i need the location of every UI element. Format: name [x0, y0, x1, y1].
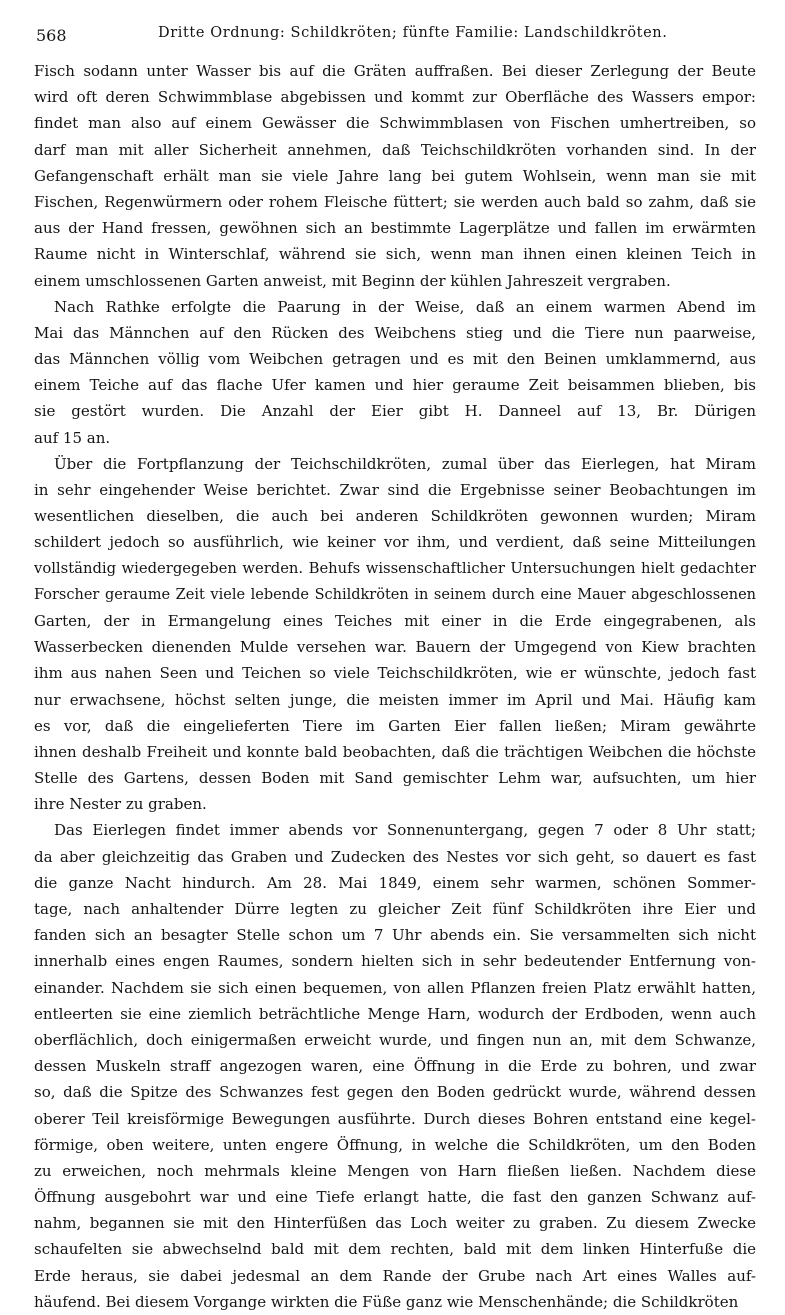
page-number: 568 [36, 26, 67, 45]
text-line: dessen Muskeln straff angezogen waren, eine Öffnung in die Erde zu bohren, und zwar [34, 1057, 756, 1076]
text-line: entleerten sie eine ziemlich beträchtliche Menge Harn, wodurch der Erdboden, wenn auch [34, 1004, 756, 1023]
text-line: Raume nicht in Winterschlaf, während sie sich, wenn man ihnen einen kleinen Teich in [34, 245, 756, 264]
text-line: Das Eierlegen findet immer abends vor Sonnenuntergang, gegen 7 oder 8 Uhr statt; [54, 821, 756, 840]
text-line: findet man also auf einem Gewässer die Schwimmblasen von Fischen umhertreiben, so [34, 114, 756, 133]
text-line: in sehr eingehender Weise berichtet. Zwar sind die Ergebnisse seiner Beobachtungen im [34, 481, 756, 499]
paragraph [34, 58, 756, 294]
text-line: schaufelten sie abwechselnd bald mit dem rechten, bald mit dem linken Hinterfuße die [34, 1240, 756, 1259]
text-line: da aber gleichzeitig das Graben und Zudecken des Nestes vor sich geht, so dauert es fast [34, 847, 756, 866]
text-line: die ganze Nacht hindurch. Am 28. Mai 1849, einem sehr warmen, schönen Sommer- [34, 873, 756, 892]
text-line: einem umschlossenen Garten anweist, mit Beginn der kühlen Jahreszeit vergraben. [34, 271, 671, 290]
text-line: vollständig wiedergegeben werden. Behufs wissenschaftlicher Untersuchungen hielt gedachter [34, 559, 756, 577]
text-line: innerhalb eines engen Raumes, sondern hielten sich in sehr bedeutender Entfernung von- [34, 952, 756, 971]
body-text [34, 58, 756, 1315]
text-line: förmige, oben weitere, unten engere Öffnung, in welche die Schildkröten, um den Boden [34, 1135, 756, 1154]
text-line: das Männchen völlig vom Weibchen getragen und es mit den Beinen umklammernd, aus [34, 350, 756, 369]
text-line: oberflächlich, doch einigermaßen erweicht wurde, und fingen nun an, mit dem Schwanze, [34, 1030, 756, 1049]
paragraph [34, 817, 756, 1315]
text-line: wird oft deren Schwimmblase abgebissen und kommt zur Oberfläche des Wassers empor: [34, 88, 756, 107]
text-line: sie gestört wurden. Die Anzahl der Eier gibt H. Danneel auf 13, Br. Dürigen [34, 402, 756, 421]
text-line: häufend. Bei diesem Vorgange wirkten die Füße ganz wie Menschenhände; die Schildkröten [34, 1292, 739, 1311]
text-line: Garten, der in Ermangelung eines Teiches mit einer in die Erde eingegrabenen, als [34, 611, 756, 630]
text-line: Erde heraus, sie dabei jedesmal an dem Rande der Grube nach Art eines Walles auf- [34, 1266, 756, 1285]
text-line: Über die Fortpflanzung der Teichschildkröten, zumal über das Eierlegen, hat Miram [54, 454, 756, 473]
text-line: Gefangenschaft erhält man sie viele Jahre lang bei gutem Wohlsein, wenn man sie mit [34, 166, 756, 185]
text-line: Stelle des Gartens, dessen Boden mit Sand gemischter Lehm war, aufsuchten, um hier [34, 769, 756, 788]
text-line: wesentlichen dieselben, die auch bei anderen Schildkröten gewonnen wurden; Miram [34, 507, 756, 526]
text-line: oberer Teil kreisförmige Bewegungen ausführte. Durch dieses Bohren entstand eine kegel- [34, 1109, 756, 1128]
text-line: darf man mit aller Sicherheit annehmen, daß Teichschildkröten vorhanden sind. In der [34, 140, 756, 159]
text-line: ihm aus nahen Seen und Teichen so viele Teichschildkröten, wie er wünschte, jedoch fast [34, 664, 756, 683]
paragraph [34, 294, 756, 451]
text-line: fanden sich an besagter Stelle schon um 7 Uhr abends ein. Sie versammelten sich nicht [34, 926, 756, 945]
text-line: es vor, daß die eingelieferten Tiere im Garten Eier fallen ließen; Miram gewährte [34, 716, 756, 735]
text-line: nahm, begannen sie mit den Hinterfüßen das Loch weiter zu graben. Zu diesem Zwecke [34, 1214, 756, 1233]
text-line: schildert jedoch so ausführlich, wie keiner vor ihm, und verdient, daß seine Mitteilungen [34, 533, 756, 552]
text-line: Forscher geraume Zeit viele lebende Schildkröten in seinem durch eine Mauer abgeschlossenen [34, 586, 756, 603]
text-line: Mai das Männchen auf den Rücken des Weibchens stieg und die Tiere nun paarweise, [34, 323, 756, 342]
text-line: Fischen, Regenwürmern oder rohem Fleische füttert; sie werden auch bald so zahm, daß sie [34, 192, 756, 211]
text-line: Fisch sodann unter Wasser bis auf die Gräten auffraßen. Bei dieser Zerlegung der Beute [34, 62, 756, 80]
page-header [34, 20, 756, 50]
text-line: zu erweichen, noch mehrmals kleine Mengen von Harn fließen ließen. Nachdem diese [34, 1161, 756, 1180]
book-page [34, 20, 756, 1315]
text-line: Nach Rathke erfolgte die Paarung in der Weise, daß an einem warmen Abend im [54, 297, 756, 316]
text-line: ihre Nester zu graben. [34, 795, 207, 814]
text-line: auf 15 an. [34, 428, 111, 447]
text-line: einem Teiche auf das flache Ufer kamen und hier geraume Zeit beisammen blieben, bis [34, 376, 756, 395]
text-line: ihnen deshalb Freiheit und konnte bald beobachten, daß die trächtigen Weibchen die höchste [34, 742, 756, 761]
text-line: Öffnung ausgebohrt war und eine Tiefe erlangt hatte, die fast den ganzen Schwanz auf- [34, 1188, 756, 1207]
paragraph [34, 451, 756, 818]
running-head: Dritte Ordnung: Schildkröten; fünfte Familie: Landschildkröten. [158, 25, 668, 41]
text-line: aus der Hand fressen, gewöhnen sich an bestimmte Lagerplätze und fallen im erwärmten [34, 219, 756, 238]
text-line: einander. Nachdem sie sich einen bequemen, von allen Pflanzen freien Platz erwählt hatten, [34, 978, 756, 997]
text-line: nur erwachsene, höchst selten junge, die meisten immer im April und Mai. Häufig kam [34, 690, 756, 709]
text-line: so, daß die Spitze des Schwanzes fest gegen den Boden gedrückt wurde, während dessen [34, 1083, 756, 1102]
text-line: tage, nach anhaltender Dürre legten zu gleicher Zeit fünf Schildkröten ihre Eier und [34, 900, 756, 918]
text-line: Wasserbecken dienenden Mulde versehen war. Bauern der Umgegend von Kiew brachten [34, 638, 756, 657]
